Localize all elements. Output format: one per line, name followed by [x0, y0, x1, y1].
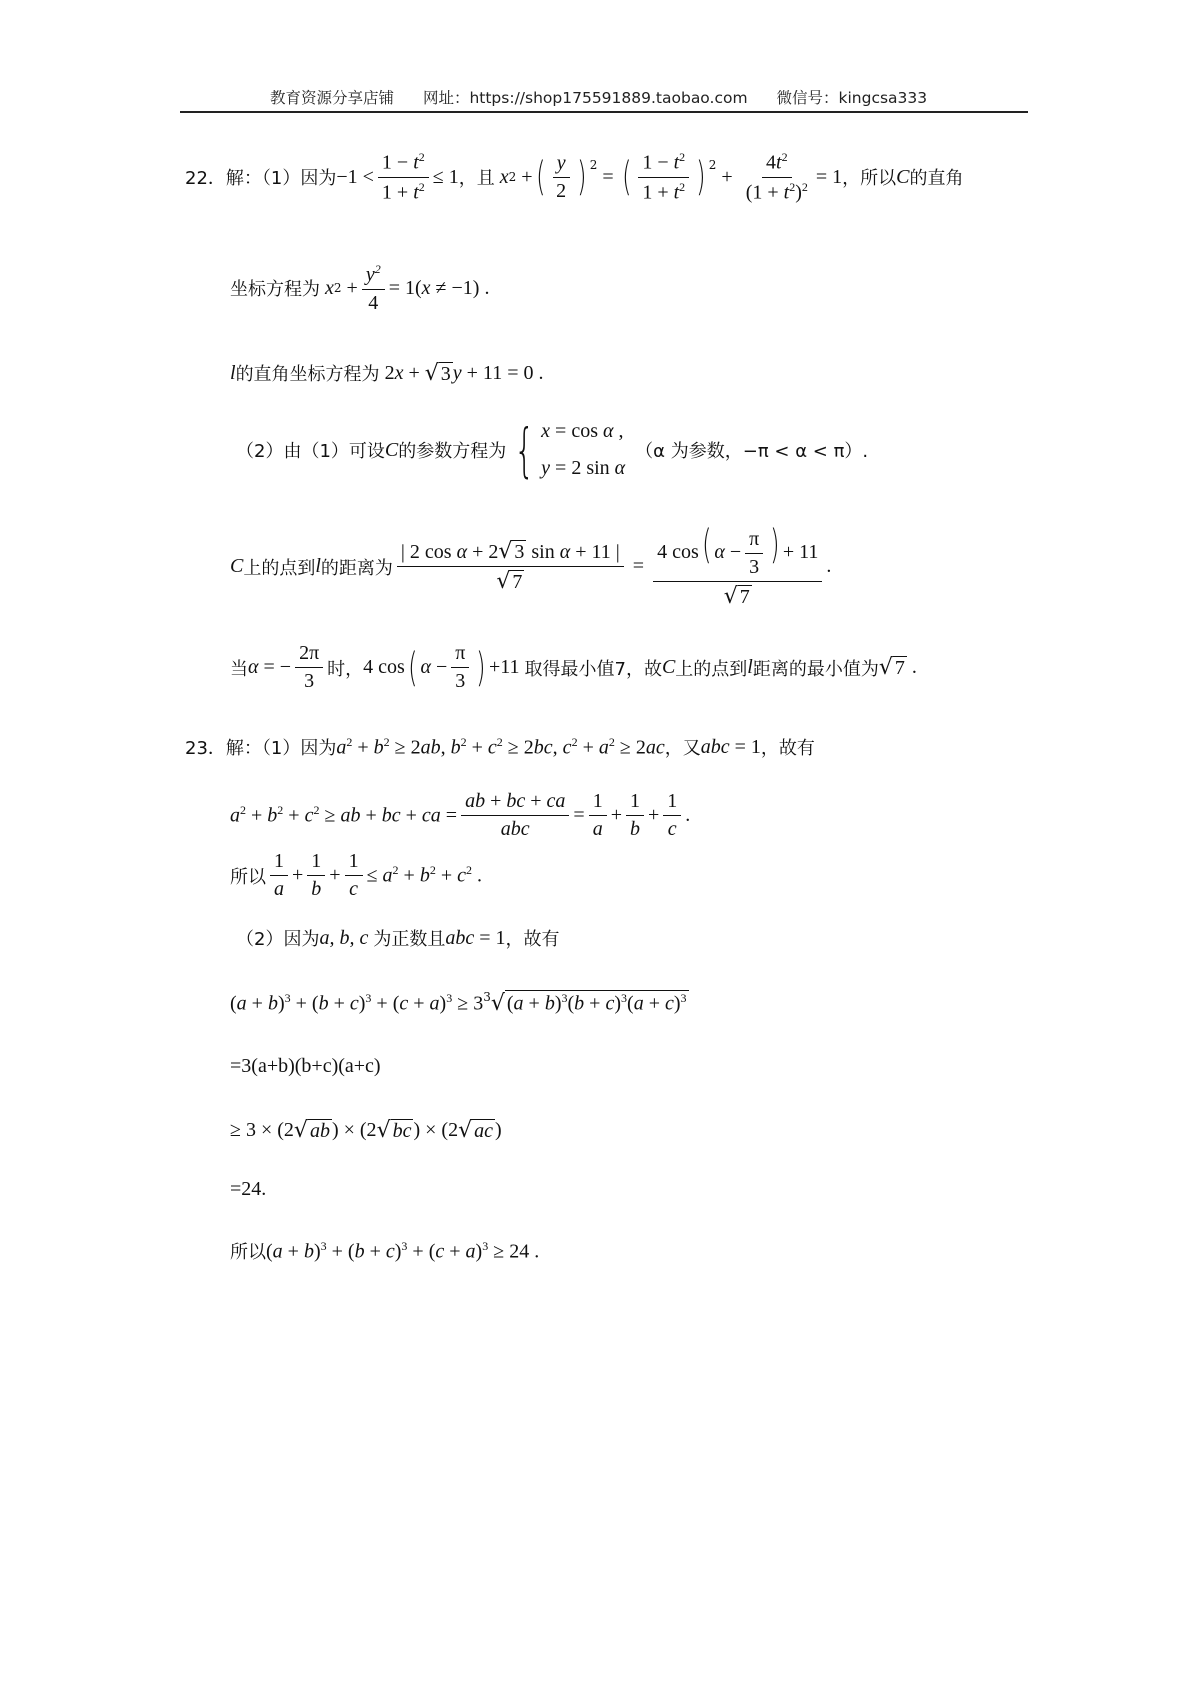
- q23-number: 23．: [185, 738, 226, 759]
- q23-line4: （2）因为 a, b, c 为正数且 abc = 1 ，故有: [236, 926, 560, 950]
- q23-line5: $(a + b)^3 + (b + c)^3 + (c + a)^3 \ge 3$ $^3$ √ $(a + b)^3(b + c)^3(a + c)^3$: [230, 990, 687, 1016]
- page-header: [270, 86, 951, 108]
- q22-line6: 当 α = − $\frac{2\pi}{3}$ 时， 4 cos ( α − $\frac{\pi}{3}$ ) +11 取得最小值7，故 C 上的点到 l 距离的最小值为 √ 7 .: [230, 642, 917, 692]
- q22-line3: l 的直角坐标方程为 2x + √ 3 y + 11 = 0 .: [230, 360, 544, 386]
- q22-line5: C 上的点到 l 的距离为 | 2 cos α + 2 √ 3 sin α + 11 | √ 7 = 4 cos( α − $\frac{\pi}{3}$ ) + 11 √ 7 .: [230, 522, 832, 609]
- q23-line6: =3(a+b)(b+c)(a+c): [230, 1055, 381, 1077]
- q22-number: 22．: [185, 168, 226, 190]
- header-wechat: 微信号：kingcsa333: [776, 89, 928, 107]
- q23-line9: 所以 $(a + b)^3 + (b + c)^3 + (c + a)^3 \ge 24$ .: [230, 1238, 540, 1263]
- q22-line2: 坐标方程为 x 2 + $\frac{y^2}{4}$ = 1(x ≠ −1) .: [230, 262, 490, 314]
- q23-line3: 所以 $\frac{1}{a}$ + $\frac{1}{b}$ + $\frac{1}{c}$ ≤ $a^2 + b^2 + c^2$ .: [230, 850, 482, 900]
- q22-line4: （2）由（1）可设 C 的参数方程为 { x = cos α , y = 2 sin α （α 为参数，−π < α < π）.: [236, 416, 869, 484]
- header-rule: [180, 111, 1028, 113]
- header-url: 网址：https://shop175591889.taobao.com: [422, 89, 748, 107]
- q23-line7: ≥ 3 × (2 √ ab ) × (2 √ bc ) × (2 √ ac ): [230, 1118, 502, 1143]
- q23-line8: =24.: [230, 1178, 267, 1200]
- q23-line2: $a^2 + b^2 + c^2$ ≥ ab + bc + ca = $\frac{ab + bc + ca}{\text{abc}}$ = $\frac{1}{a}$ + $\frac{1}{b}$ + $\frac{1}{c}$ .: [230, 790, 691, 840]
- header-shop: 教育资源分享店铺: [270, 89, 395, 107]
- q23-line1: 23． 解：（1）因为 $a^2 + b^2 \ge 2ab$, $b^2 + c^2 \ge 2bc$, $c^2 + a^2 \ge 2ac$ ，又 abc = 1 ，故有: [185, 734, 815, 759]
- q22-line1: 22． 解：（1）因为 −1 < $\frac{1 - t^2}{1 + t^2}$ ≤ 1 ，且 x 2 + ( $\frac{y}{2}$ ) $^2$ = ( $\frac{1 - t^2}{1 + t^2}$ ) $^2$ + $\frac{4t^2}{(1 + t^2)^2}$ = 1 ，所以 C 的直角: [185, 150, 964, 204]
